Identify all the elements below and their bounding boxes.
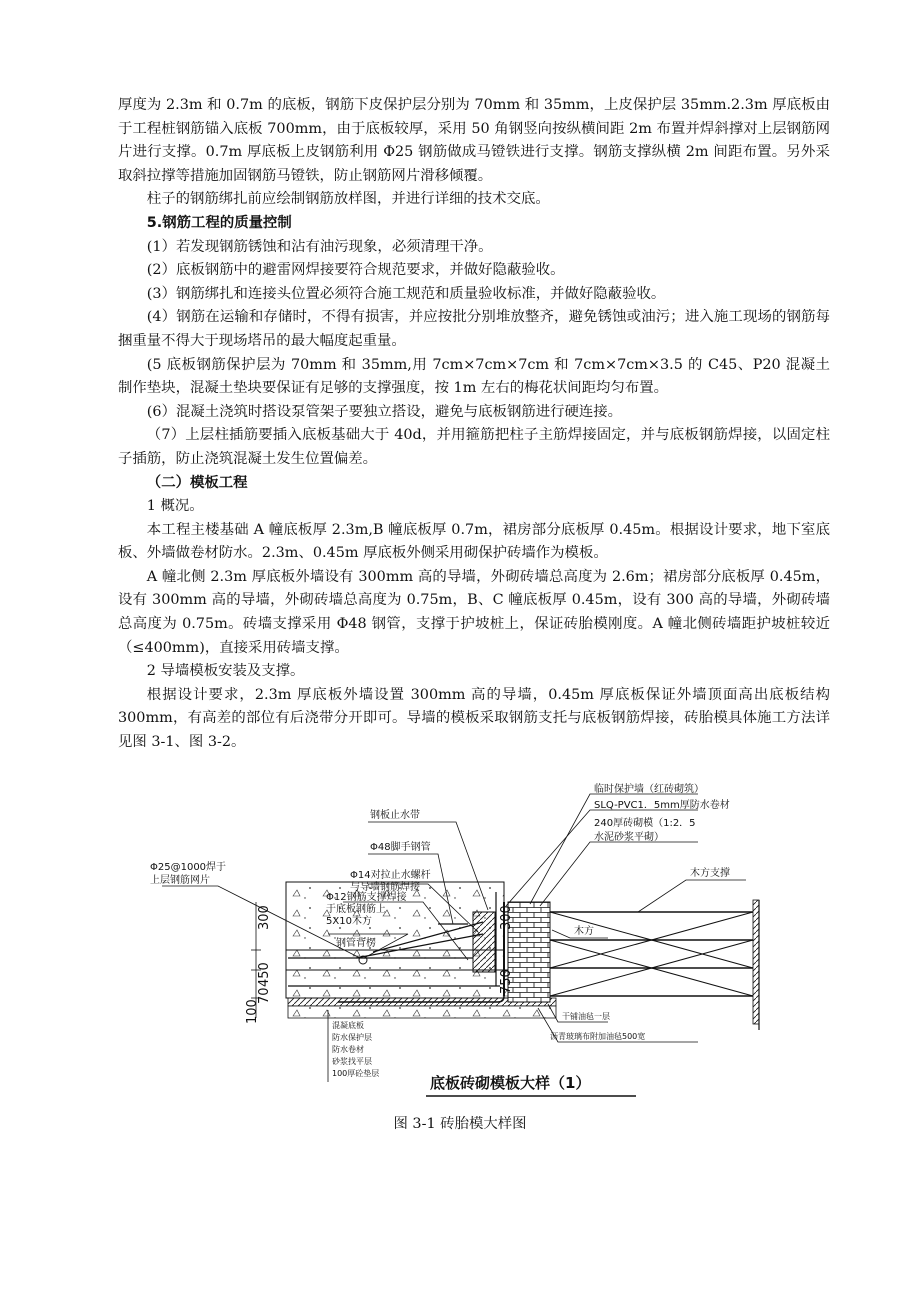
- paragraph-overview: 本工程主楼基础 A 幢底板厚 2.3m,B 幢底板厚 0.7m，裙房部分底板厚 0.45m。根据设计要求，地下室底板、外墙做卷材防水。2.3m、0.45m 厚底板外侧采用砌保护砖墙作为模板。: [118, 521, 830, 562]
- heading-formwork: （二）模板工程: [146, 474, 248, 491]
- label-layer-4: 砂浆找平层: [332, 1057, 372, 1066]
- dim-300-wall: 300: [499, 905, 514, 930]
- paragraph-column-rebar: 柱子的钢筋绑扎前应绘制钢筋放样图，并进行详细的技术交底。: [146, 191, 550, 208]
- label-brick-mold-1: 240厚砖砌模（1:2．5: [594, 818, 696, 829]
- label-felt: 干铺油毡一层: [562, 1012, 610, 1021]
- label-timber-support: 木方支撑: [690, 868, 730, 879]
- figure-title: 底板砖砌模板大样（1）: [430, 1074, 591, 1092]
- dim-100: 100: [245, 999, 260, 1024]
- label-layer-3: 防水卷材: [332, 1045, 364, 1054]
- body-text: [118, 94, 830, 755]
- detail-drawing: [138, 782, 778, 1107]
- label-bar-2: 上层钢筋网片: [150, 875, 210, 886]
- label-pipe-back: 钢管背楞: [336, 938, 376, 949]
- subheading-overview: 1 概况。: [146, 498, 204, 515]
- label-steel-waterstop: 钢板止水带: [370, 810, 420, 821]
- label-layer-1: 混凝底板: [332, 1021, 364, 1030]
- list-item-quality-5: (5 底板钢筋保护层为 70mm 和 35mm,用 7cm×7cm×7cm 和 7cm×7cm×3.5 的 C45、P20 混凝土制作垫块，混凝土垫块要保证有足够的支撑强度，按 1m 左右的梅花状间距均匀布置。: [118, 356, 830, 397]
- label-support-2: 于底板钢筋上: [326, 904, 386, 915]
- brick-wall: [508, 902, 550, 1002]
- dim-750: 750: [499, 969, 514, 994]
- label-layer-2: 防水保护层: [332, 1033, 372, 1042]
- paragraph-guide-wall: A 幢北侧 2.3m 厚底板外墙设有 300mm 高的导墙，外砌砖墙总高度为 2.6m；裙房部分底板厚 0.45m，设有 300mm 高的导墙，外砌砖墙总高度为 0.75m，B、C 幢底板厚 0.45m，设有 300 高的导墙，外砌砖墙总高度为 0.75m。砖墙支撑采用 Φ48 钢管，支撑于护坡桩上，保证砖胎模刚度。A 幢北侧砖墙距护坡桩较近（≤400mm)，直接采用砖墙支撑。: [118, 568, 830, 656]
- brick-mold-detail-figure: [138, 782, 778, 1107]
- label-membrane: SLQ-PVC1．5mm厚防水卷材: [594, 800, 730, 811]
- list-item-quality-1: (1）若发现钢筋锈蚀和沾有油污现象，必须清理干净。: [146, 238, 493, 255]
- list-item-quality-6: (6）混凝土浇筑时搭设泵管架子要独立搭设，避免与底板钢筋进行硬连接。: [146, 403, 623, 420]
- leader-brick-mold: [540, 842, 698, 906]
- leader-timber-support: [638, 880, 746, 912]
- label-temp-wall: 临时保护墙（红砖砌筑）: [594, 784, 704, 795]
- list-item-quality-7: （7）上层柱插筋要插入底板基础大于 40d，并用箍筋把柱子主筋焊接固定，并与底板钢筋焊接，以固定柱子插筋，防止浇筑混凝土发生位置偏差。: [118, 427, 830, 467]
- label-timber-5x10: 5X10木方: [326, 916, 372, 927]
- dim-70: 70: [257, 987, 272, 1004]
- label-bolt-2: 与导墙钢筋焊接: [350, 882, 420, 893]
- subheading-guide-wall-install: 2 导墙模板安装及支撑。: [146, 663, 305, 680]
- list-item-quality-4: (4）钢筋在运输和存储时，不得有损害，并应按批分别堆放整齐，避免锈蚀或油污；进入施工现场的钢筋每捆重量不得大于现场塔吊的最大幅度起重量。: [118, 309, 830, 349]
- list-item-quality-2: (2）底板钢筋中的避雷网焊接要符合规范要求，并做好隐蔽验收。: [146, 262, 565, 279]
- label-support-1: Φ12钢筋支撑焊接: [326, 892, 407, 903]
- list-item-quality-3: (3）钢筋绑扎和连接头位置必须符合施工规范和质量验收标准，并做好隐蔽验收。: [146, 285, 666, 302]
- label-timber: 木方: [574, 926, 594, 937]
- label-layer-5: 100厚砼垫层: [332, 1069, 380, 1078]
- label-scaffold-pipe: Φ48脚手钢管: [370, 842, 431, 853]
- label-bolt-1: Φ14对拉止水螺杆: [350, 870, 431, 881]
- slope-pile: [753, 900, 759, 1024]
- heading-rebar-quality: 5.钢筋工程的质量控制: [146, 214, 292, 231]
- dim-300-left: 300: [257, 905, 272, 930]
- label-asphalt: 沥青玻璃布附加油毡500宽: [550, 1032, 646, 1041]
- label-brick-mold-2: 水泥砂浆平砌）: [594, 832, 664, 843]
- label-bar-1: Φ25@1000焊于: [150, 862, 227, 873]
- dim-450: 450: [257, 962, 272, 987]
- figure-caption: 图 3-1 砖胎模大样图: [393, 1116, 527, 1132]
- guide-wall: [473, 912, 495, 972]
- paragraph-slab-support: 厚度为 2.3m 和 0.7m 的底板，钢筋下皮保护层分别为 70mm 和 35mm，上皮保护层 35mm.2.3m 厚底板由于工程桩钢筋锚入底板 700mm，由于底板较厚，采用 50 角钢竖向按纵横间距 2m 布置并焊斜撑对上层钢筋网片进行支撑。0.7m 厚底板上皮钢筋利用 Φ25 钢筋做成马镫铁进行支撑。钢筋支撑纵横 2m 间距布置。另外采取斜拉撑等措施加固钢筋马镫铁，防止钢筋网片滑移倾覆。: [118, 97, 830, 184]
- paragraph-guide-wall-install: 根据设计要求，2.3m 厚底板外墙设置 300mm 高的导墙，0.45m 厚底板保证外墙顶面高出底板结构 300mm，有高差的部位有后浇带分开即可。导墙的模板采取钢筋支托与底板钢筋焊接，砖胎模具体施工方法详见图 3-1、图 3-2。: [118, 686, 830, 751]
- base-slab: [286, 970, 508, 998]
